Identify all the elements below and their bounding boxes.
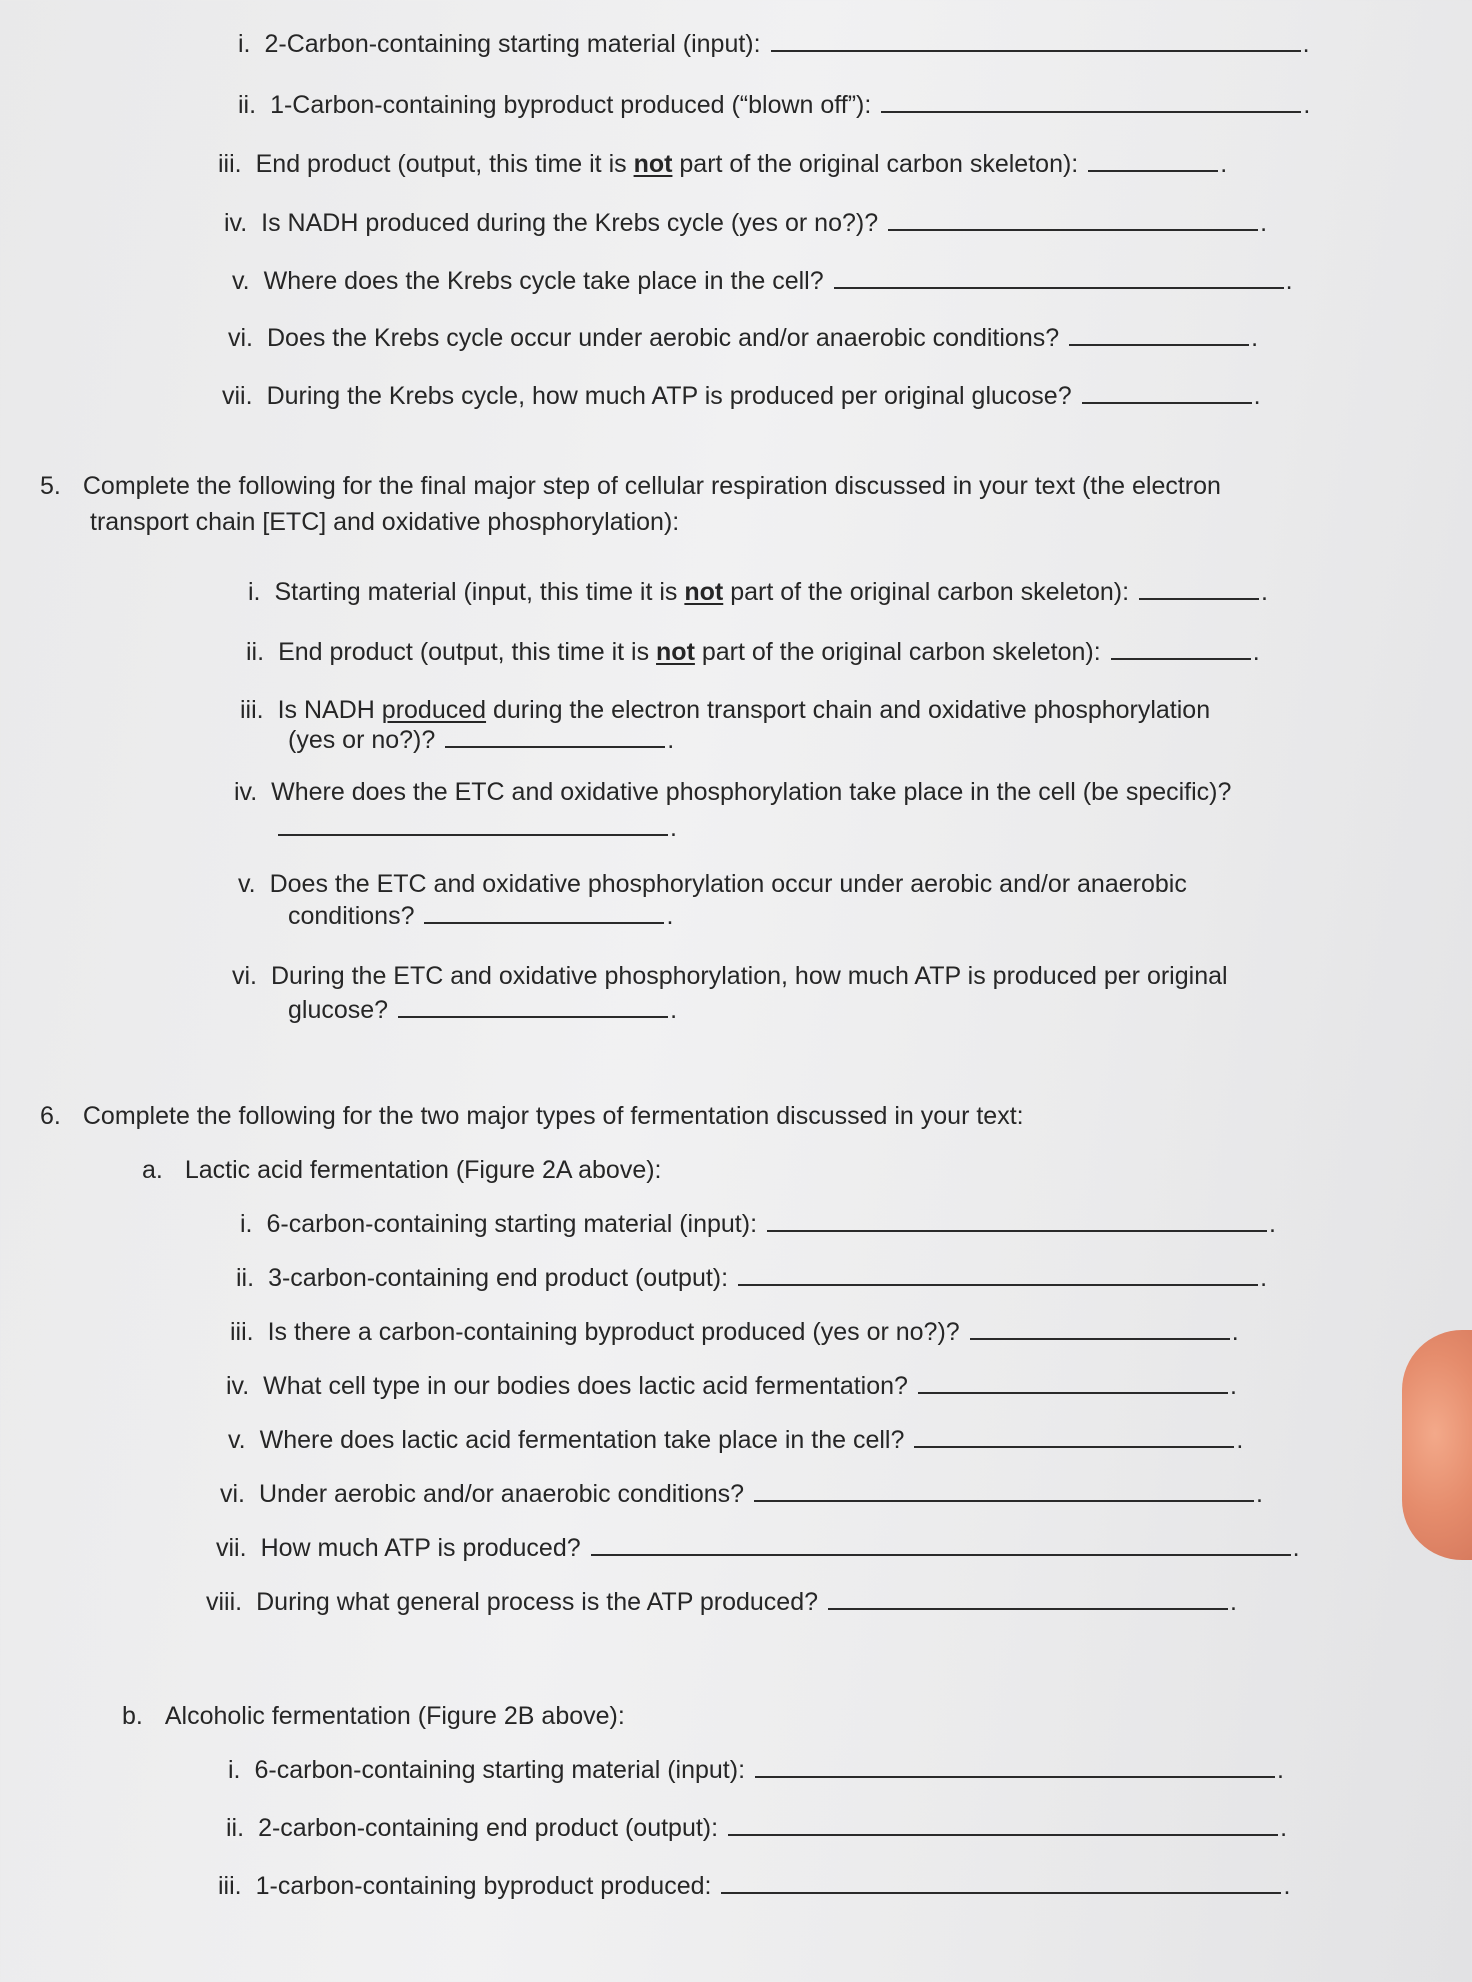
question-6-prompt: 6. Complete the following for the two major types of fermentation discussed in your text: [40, 1102, 1024, 1130]
lactic-item-8: viii. During what general process is the ATP produced? . [206, 1588, 1237, 1616]
krebs-item-2: ii. 1-Carbon-containing byproduct produced (“blown off”): . [238, 91, 1311, 119]
answer-blank[interactable] [1139, 576, 1259, 600]
lactic-item-3: iii. Is there a carbon-containing byproduct produced (yes or no?)? . [230, 1318, 1239, 1346]
etc-item-2: ii. End product (output, this time it is not part of the original carbon skeleton): . [246, 638, 1260, 666]
answer-blank[interactable] [771, 28, 1301, 52]
answer-blank[interactable] [424, 900, 664, 924]
etc-item-5-cont: conditions? . [288, 902, 674, 930]
etc-item-4-blank-line: . [278, 812, 677, 844]
lactic-item-1: i. 6-carbon-containing starting material (input): . [240, 1210, 1276, 1238]
section-b-title: b. Alcoholic fermentation (Figure 2B above): [122, 1702, 625, 1730]
finger-edge [1402, 1330, 1472, 1560]
answer-blank[interactable] [738, 1262, 1258, 1286]
krebs-item-4: iv. Is NADH produced during the Krebs cycle (yes or no?)? . [224, 209, 1268, 237]
answer-blank[interactable] [767, 1208, 1267, 1232]
answer-blank[interactable] [591, 1532, 1291, 1556]
krebs-item-3: iii. End product (output, this time it is not part of the original carbon skeleton): . [218, 150, 1228, 178]
krebs-item-7: vii. During the Krebs cycle, how much ATP is produced per original glucose? . [222, 382, 1261, 410]
krebs-item-5: v. Where does the Krebs cycle take place in the cell? . [232, 267, 1293, 295]
lactic-item-2: ii. 3-carbon-containing end product (output): . [236, 1264, 1268, 1292]
question-5-prompt: 5. Complete the following for the final major step of cellular respiration discussed in your text (the electron [40, 472, 1221, 500]
answer-blank[interactable] [728, 1812, 1278, 1836]
etc-item-6: vi. During the ETC and oxidative phosphorylation, how much ATP is produced per original [232, 962, 1228, 990]
alcoholic-item-3: iii. 1-carbon-containing byproduct produced: . [218, 1872, 1291, 1900]
etc-item-3: iii. Is NADH produced during the electron transport chain and oxidative phosphorylation [240, 696, 1211, 724]
alcoholic-item-2: ii. 2-carbon-containing end product (output): . [226, 1814, 1288, 1842]
answer-blank[interactable] [888, 207, 1258, 231]
answer-blank[interactable] [1082, 380, 1252, 404]
answer-blank[interactable] [755, 1754, 1275, 1778]
alcoholic-item-1: i. 6-carbon-containing starting material (input): . [228, 1756, 1284, 1784]
etc-item-1: i. Starting material (input, this time it is not part of the original carbon skeleton): . [248, 578, 1268, 606]
section-a-title: a. Lactic acid fermentation (Figure 2A above): [142, 1156, 662, 1184]
answer-blank[interactable] [1069, 322, 1249, 346]
etc-item-5: v. Does the ETC and oxidative phosphorylation occur under aerobic and/or anaerobic [238, 870, 1187, 898]
answer-blank[interactable] [721, 1870, 1281, 1894]
answer-blank[interactable] [828, 1586, 1228, 1610]
etc-item-3-cont: (yes or no?)? . [288, 726, 675, 754]
answer-blank[interactable] [1111, 636, 1251, 660]
lactic-item-7: vii. How much ATP is produced? . [216, 1534, 1300, 1562]
lactic-item-5: v. Where does lactic acid fermentation take place in the cell? . [228, 1426, 1244, 1454]
question-5-prompt-cont: transport chain [ETC] and oxidative phosphorylation): [90, 508, 680, 536]
lactic-item-4: iv. What cell type in our bodies does lactic acid fermentation? . [226, 1372, 1237, 1400]
etc-item-4: iv. Where does the ETC and oxidative phosphorylation take place in the cell (be specific)? [234, 778, 1232, 806]
answer-blank[interactable] [914, 1424, 1234, 1448]
krebs-item-1: i. 2-Carbon-containing starting material (input): . [238, 30, 1310, 58]
krebs-item-6: vi. Does the Krebs cycle occur under aerobic and/or anaerobic conditions? . [228, 324, 1259, 352]
etc-item-6-cont: glucose? . [288, 996, 678, 1024]
answer-blank[interactable] [445, 724, 665, 748]
answer-blank[interactable] [754, 1478, 1254, 1502]
lactic-item-6: vi. Under aerobic and/or anaerobic conditions? . [220, 1480, 1263, 1508]
answer-blank[interactable] [834, 265, 1284, 289]
answer-blank[interactable] [918, 1370, 1228, 1394]
answer-blank[interactable] [881, 89, 1301, 113]
answer-blank[interactable] [970, 1316, 1230, 1340]
answer-blank[interactable] [398, 994, 668, 1018]
answer-blank[interactable] [278, 812, 668, 836]
answer-blank[interactable] [1088, 148, 1218, 172]
